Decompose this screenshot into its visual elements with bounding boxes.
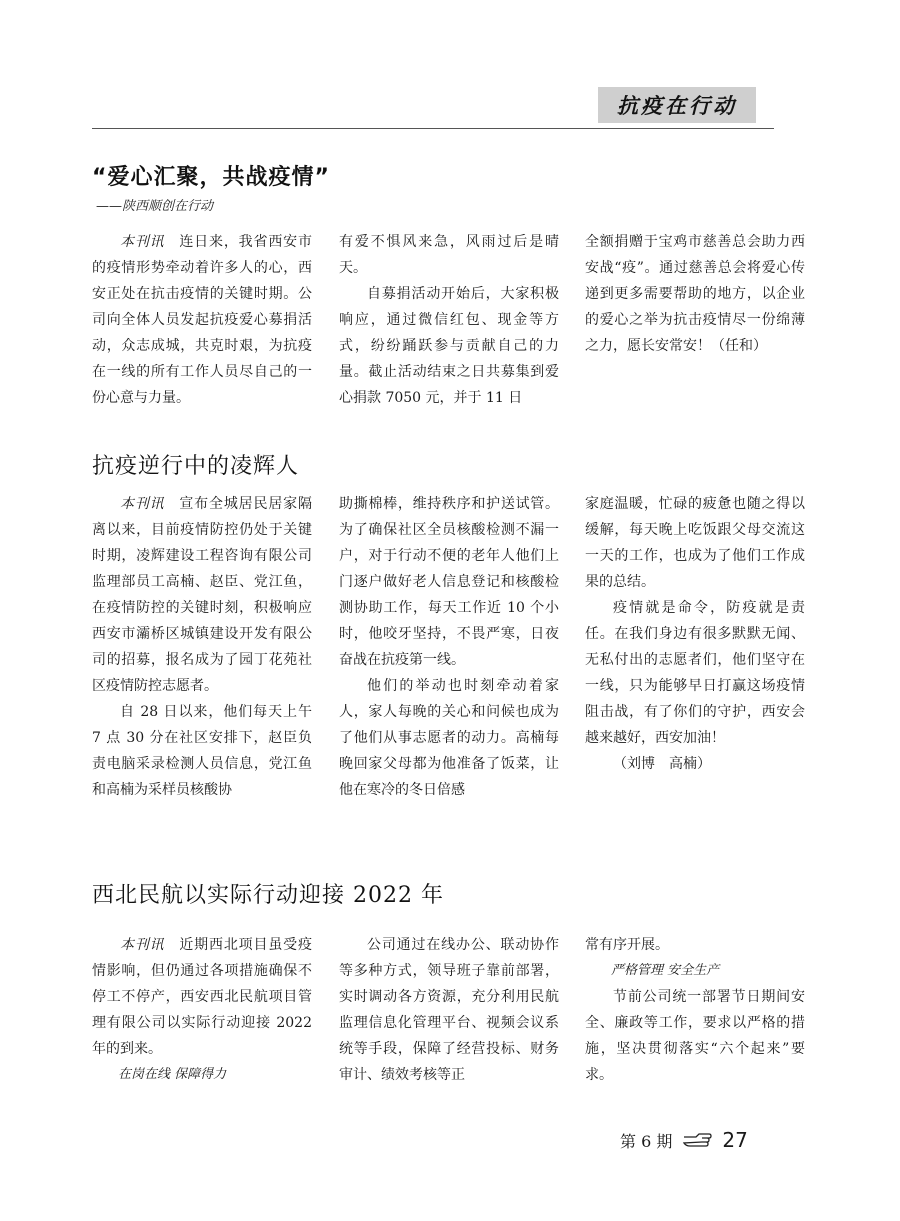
paragraph-text: 严格管理 安全生产 <box>611 963 720 978</box>
paragraph <box>92 699 312 803</box>
page-number: 27 <box>722 1128 748 1152</box>
paragraph <box>585 491 805 595</box>
paragraph <box>339 673 559 803</box>
article2-column-3 <box>585 491 805 777</box>
paragraph-text: 助撕棉棒，维持秩序和护送试管。为了确保社区全员核酸检测不漏一户，对于行动不便的老年人他们上门逐户做好老人信息登记和核酸检测协助工作，每天工作近 10 个小时，他咬牙坚持，不畏严寒，日夜奋战在抗疫第一线。 <box>339 496 559 668</box>
dateline: 本刊讯 <box>120 937 165 953</box>
article2-title: 抗疫逆行中的凌辉人 <box>92 454 300 479</box>
page-footer <box>620 1128 748 1152</box>
article3-column-3 <box>585 932 805 1088</box>
pointing-hand-icon <box>682 1131 712 1149</box>
article1-column-2 <box>339 229 559 411</box>
header-rule <box>92 128 774 129</box>
article3-title: 西北民航以实际行动迎接 2022 年 <box>92 883 444 908</box>
dateline: 本刊讯 <box>120 496 165 512</box>
paragraph <box>92 491 312 699</box>
paragraph-text: 家庭温暖，忙碌的疲惫也随之得以缓解，每天晚上吃饭跟父母交流这一天的工作，也成为了他们工作成果的总结。 <box>585 496 805 590</box>
paragraph-text: （刘博 高楠） <box>613 756 711 772</box>
article1-title: “爱心汇聚，共战疫情” <box>92 165 330 190</box>
article2-column-2 <box>339 491 559 803</box>
paragraph <box>339 491 559 673</box>
paragraph <box>92 932 312 1062</box>
paragraph-text: 有爱不惧风来急，风雨过后是晴天。 <box>339 234 559 276</box>
paragraph <box>339 932 559 1088</box>
paragraph-text: 公司通过在线办公、联动协作等多种方式，领导班子靠前部署，实时调动各方资源，充分利用民航监理信息化管理平台、视频会议系统等手段，保障了经营投标、财务审计、绩效考核等正 <box>339 937 559 1083</box>
paragraph-text: 他们的举动也时刻牵动着家人，家人每晚的关心和问候也成为了他们从事志愿者的动力。高楠每晚回家父母都为他准备了饭菜，让他在寒冷的冬日倍感 <box>339 678 559 798</box>
paragraph <box>585 932 805 958</box>
article3-column-1 <box>92 932 312 1088</box>
article1-column-1 <box>92 229 312 411</box>
article2-column-1 <box>92 491 312 803</box>
paragraph <box>585 984 805 1088</box>
article1-column-3 <box>585 229 805 359</box>
subheading <box>585 958 805 984</box>
paragraph <box>92 229 312 411</box>
dateline: 本刊讯 <box>120 234 165 250</box>
issue-label: 第 6 期 <box>620 1131 673 1151</box>
paragraph <box>339 229 559 281</box>
section-tab: 抗疫在行动 <box>598 87 756 123</box>
subheading <box>92 1062 312 1088</box>
paragraph-text: 自 28 日以来，他们每天上午 7 点 30 分在社区安排下，赵臣负责电脑采录检测人员信息，党江鱼和高楠为采样员核酸协 <box>92 704 312 798</box>
paragraph-text: 连日来，我省西安市的疫情形势牵动着许多人的心，西安正处在抗击疫情的关键时期。公司向全体人员发起抗疫爱心募捐活动，众志成城，共克时艰，为抗疫在一线的所有工作人员尽自己的一份心意与力量。 <box>92 234 312 406</box>
article1-subtitle: ——陕西顺创在行动 <box>96 199 214 214</box>
article3-column-2 <box>339 932 559 1088</box>
paragraph-text: 节前公司统一部署节日期间安全、廉政等工作，要求以严格的措施，坚决贯彻落实“六个起来”要求。 <box>585 989 805 1083</box>
paragraph-text: 常有序开展。 <box>585 937 669 953</box>
paragraph-text: 近期西北项目虽受疫情影响，但仍通过各项措施确保不停工不停产，西安西北民航项目管理有限公司以实际行动迎接 2022 年的到来。 <box>92 937 312 1057</box>
paragraph <box>585 229 805 359</box>
byline <box>585 751 805 777</box>
paragraph-text: 疫情就是命令，防疫就是责任。在我们身边有很多默默无闻、无私付出的志愿者们，他们坚守在一线，只为能够早日打赢这场疫情阻击战，有了你们的守护，西安会越来越好，西安加油！ <box>585 600 805 746</box>
paragraph-text: 在岗在线 保障得力 <box>118 1067 227 1082</box>
paragraph-text: 宣布全城居民居家隔离以来，目前疫情防控仍处于关键时期，凌辉建设工程咨询有限公司监理部员工高楠、赵臣、党江鱼，在疫情防控的关键时刻，积极响应西安市灞桥区城镇建设开发有限公司的招募，报名成为了园丁花苑社区疫情防控志愿者。 <box>92 496 312 694</box>
paragraph-text: 全额捐赠于宝鸡市慈善总会助力西安战“疫”。通过慈善总会将爱心传递到更多需要帮助的地方，以企业的爱心之举为抗击疫情尽一份绵薄之力，愿长安常安！（任和） <box>585 234 805 354</box>
paragraph-text: 自募捐活动开始后，大家积极响应，通过微信红包、现金等方式，纷纷踊跃参与贡献自己的力量。截止活动结束之日共募集到爱心捐款 7050 元，并于 11 日 <box>339 286 559 406</box>
paragraph <box>339 281 559 411</box>
paragraph <box>585 595 805 751</box>
